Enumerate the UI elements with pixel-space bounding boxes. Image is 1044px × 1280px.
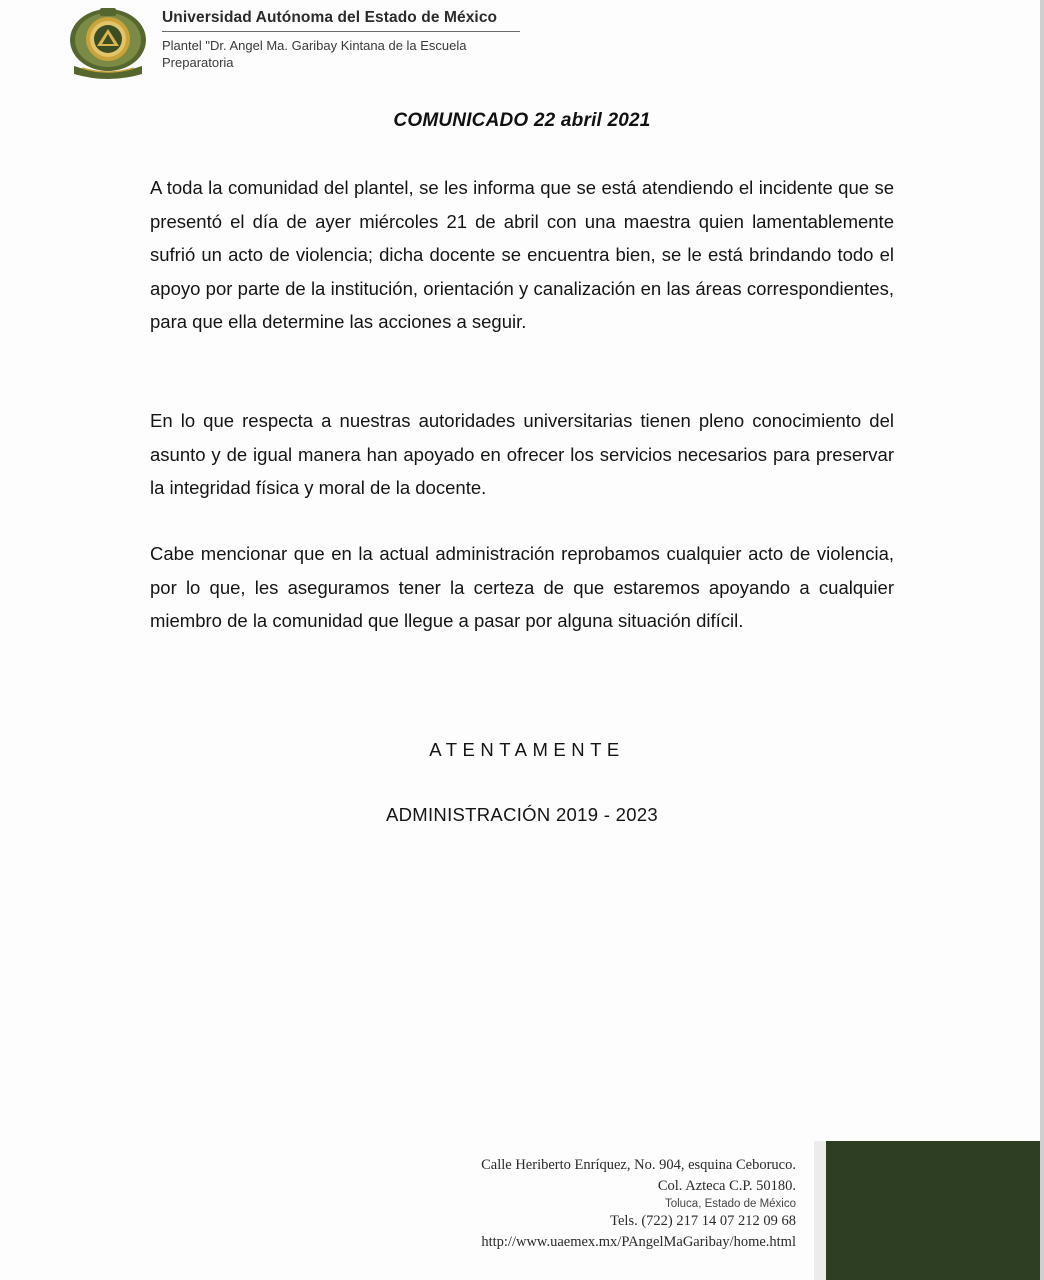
letterhead: [162, 9, 542, 71]
university-name: Universidad Autónoma del Estado de México: [162, 9, 498, 26]
paragraph-3: Cabe mencionar que en la actual administración reprobamos cualquier acto de violencia, por lo que, les aseguramos tener la certeza de que estaremos apoyando a cualquier miembro de la comunidad que llegue a pasar por alguna situación difícil.: [150, 543, 894, 631]
footer-phones: Tels. (722) 217 14 07 212 09 68: [610, 1213, 796, 1229]
footer-city: Toluca, Estado de México: [664, 1198, 796, 1210]
footer-address: [481, 1155, 796, 1253]
footer-address-line1: Calle Heriberto Enríquez, No. 904, esquina Ceboruco.: [481, 1157, 796, 1173]
footer-address-line2: Col. Azteca C.P. 50180.: [657, 1178, 796, 1194]
closing-signature: ADMINISTRACIÓN 2019 - 2023: [385, 804, 659, 825]
page-edge: [1040, 0, 1044, 1280]
university-seal-icon: [64, 4, 152, 80]
letterhead-divider: [162, 31, 520, 32]
paragraph-2: En lo que respecta a nuestras autoridades universitarias tienen pleno conocimiento del asunto y de igual manera han apoyado en ofrecer los servicios necesarios para preservar la integridad física y moral de la docente.: [150, 410, 894, 498]
document-title: COMUNICADO 22 abril 2021: [393, 110, 651, 131]
paragraph-1: A toda la comunidad del plantel, se les informa que se está atendiendo el incidente que se presentó el día de ayer miércoles 21 de abril con una maestra quien lamentablemente sufrió un acto de violencia; dicha docente se encuentra bien, se le está brindando todo el apoyo por parte de la institución, orientación y canalización en las áreas correspondientes, para que ella determine las acciones a seguir.: [150, 177, 894, 332]
plantel-name: Plantel "Dr. Angel Ma. Garibay Kintana de la Escuela Preparatoria: [162, 38, 467, 70]
closing-salutation: ATENTAMENTE: [429, 739, 625, 760]
footer-decorative-block: [814, 1141, 1040, 1280]
footer-url[interactable]: http://www.uaemex.mx/PAngelMaGaribay/home.html: [481, 1234, 796, 1250]
